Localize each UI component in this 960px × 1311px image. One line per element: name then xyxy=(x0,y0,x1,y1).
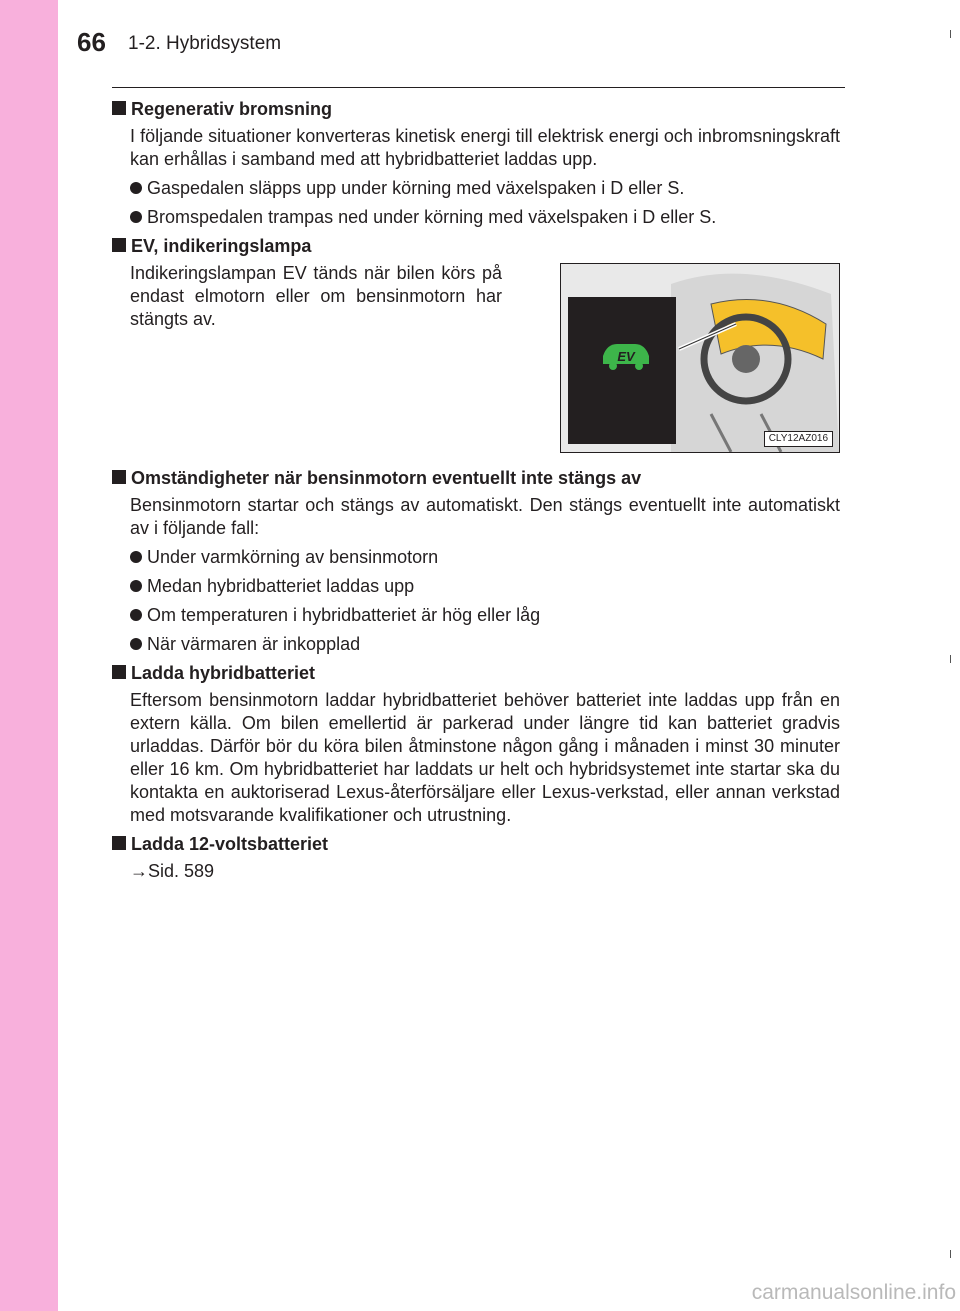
paragraph-circumstances: Bensinmotorn startar och stängs av automatiskt. Den stängs eventuellt inte automatiskt av i följande fall: xyxy=(130,495,840,538)
heading-charge-12v-battery: Ladda 12-voltsbatteriet xyxy=(112,833,840,856)
paragraph-regenerative-braking: I följande situationer konverteras kinetisk energi till elektrisk energi och inbromsningskraft kan erhållas i samband med att hybridbatteriet laddas upp. xyxy=(130,126,840,169)
round-bullet-icon xyxy=(130,580,142,592)
list-item: Bromspedalen trampas ned under körning med växelspaken i D eller S. xyxy=(130,206,840,229)
ev-indicator-figure xyxy=(560,263,840,453)
page-content xyxy=(112,98,840,889)
round-bullet-icon xyxy=(130,551,142,563)
square-bullet-icon xyxy=(112,470,126,484)
round-bullet-icon xyxy=(130,182,142,194)
heading-ev-indicator: EV, indikeringslampa xyxy=(112,235,840,258)
section-title: 1-2. Hybridsystem xyxy=(128,33,282,54)
crop-mark xyxy=(950,655,951,663)
list-item: Under varmkörning av bensinmotorn xyxy=(130,546,840,569)
header-divider xyxy=(112,87,845,88)
dashboard-illustration xyxy=(561,264,839,452)
list-item: Om temperaturen i hybridbatteriet är hög eller låg xyxy=(130,604,840,627)
list-item: Medan hybridbatteriet laddas upp xyxy=(130,575,840,598)
square-bullet-icon xyxy=(112,665,126,679)
square-bullet-icon xyxy=(112,101,126,115)
heading-circumstances: Omständigheter när bensinmotorn eventuellt inte stängs av xyxy=(112,467,840,490)
indicator-closeup-panel xyxy=(568,297,676,444)
page-number: 66 xyxy=(77,27,106,57)
ev-indicator-label: EV xyxy=(617,349,635,364)
figure-code: CLY12AZ016 xyxy=(764,431,833,447)
crop-mark xyxy=(950,1250,951,1258)
list-item: När värmaren är inkopplad xyxy=(130,633,840,656)
paragraph-charge-hybrid-battery: Eftersom bensinmotorn laddar hybridbatteriet behöver batteriet inte laddas upp från en extern källa. Om bilen emellertid är parkerad under längre tid kan batteriet gradvis urladdas. Därför bör du köra bilen åtminstone någon gång i månaden i minst 30 minuter eller 16 km. Om hybridbatteriet har laddats ur helt och hybridsystemet inte startar ska du kontakta en auktoriserad Lexus-återförsäljare eller Lexus-verkstad, eller annan verkstad med motsvarande kvalifikationer och utrustning. xyxy=(130,690,840,825)
square-bullet-icon xyxy=(112,836,126,850)
heading-regenerative-braking: Regenerativ bromsning xyxy=(112,98,840,121)
round-bullet-icon xyxy=(130,638,142,650)
page-sidebar-tab xyxy=(0,0,58,1311)
crop-mark xyxy=(950,30,951,38)
ev-indicator-block xyxy=(130,262,840,453)
page-reference-link[interactable]: →Sid. 589 xyxy=(130,861,215,881)
heading-charge-hybrid-battery: Ladda hybridbatteriet xyxy=(112,662,840,685)
list-item: Gaspedalen släpps upp under körning med växelspaken i D eller S. xyxy=(130,177,840,200)
square-bullet-icon xyxy=(112,238,126,252)
watermark: carmanualsonline.info xyxy=(751,1281,956,1304)
round-bullet-icon xyxy=(130,211,142,223)
paragraph-ev-indicator: Indikeringslampan EV tänds när bilen körs på endast elmotorn eller om bensinmotorn har stängts av. xyxy=(130,263,502,329)
round-bullet-icon xyxy=(130,609,142,621)
